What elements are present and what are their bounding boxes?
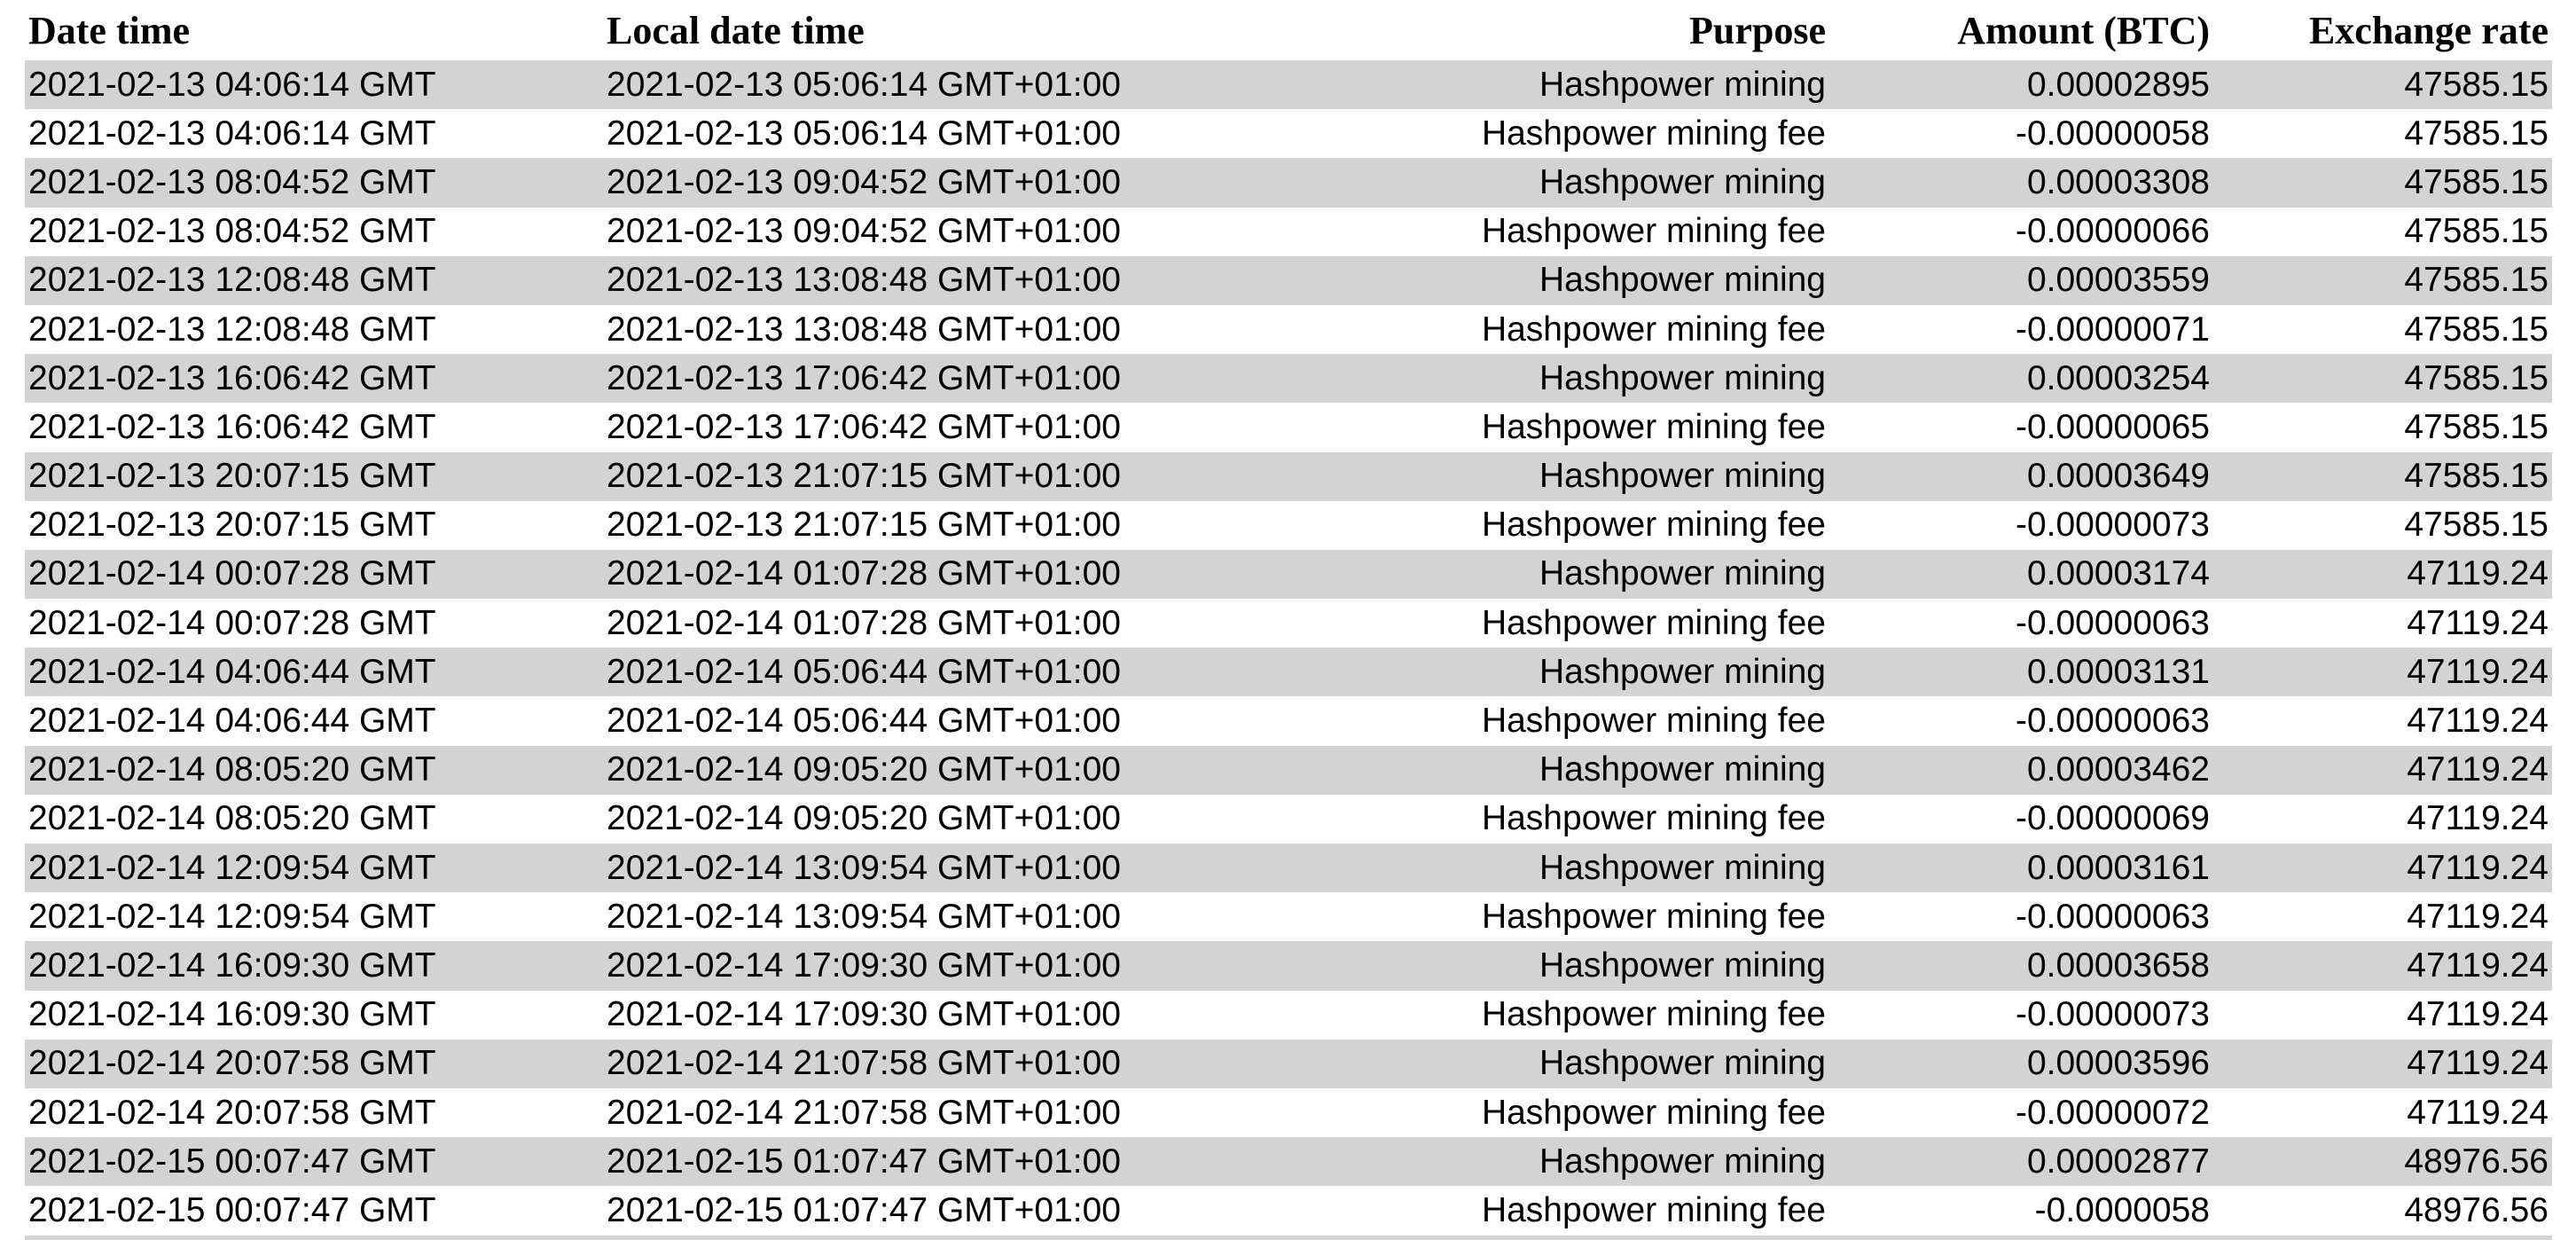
transactions-table <box>25 0 2552 1240</box>
cell-local-date-time: 2021-02-13 17:06:42 GMT+01:00 <box>603 354 1181 403</box>
cell-amount: 0.00003462 <box>1829 746 2213 795</box>
cell-exchange-rate: 47585.15 <box>2213 501 2552 550</box>
table-row <box>25 403 2552 451</box>
cell-purpose: Hashpower mining fee <box>1181 1088 1829 1137</box>
cell-exchange-rate: 47119.24 <box>2213 599 2552 647</box>
cell-exchange-rate: 47119.24 <box>2213 696 2552 745</box>
cell-local-date-time: 2021-02-13 05:06:14 GMT+01:00 <box>603 60 1181 109</box>
cell-date-time: 2021-02-14 20:07:58 GMT <box>25 1088 603 1137</box>
cell-purpose: Hashpower mining fee <box>1181 1186 1829 1237</box>
cell-local-date-time: 2021-02-14 21:07:58 GMT+01:00 <box>603 1040 1181 1088</box>
cell-purpose: Hashpower mining <box>1181 60 1829 109</box>
cell-exchange-rate: 47119.24 <box>2213 795 2552 844</box>
cell-amount: 0.00003649 <box>1829 452 2213 501</box>
cell-date-time: 2021-02-13 20:07:15 GMT <box>25 501 603 550</box>
table-header <box>25 0 2552 60</box>
cell-amount: -0.00000073 <box>1829 501 2213 550</box>
cell-amount: 0.00003131 <box>1829 647 2213 696</box>
table-row <box>25 647 2552 696</box>
table-row <box>25 256 2552 305</box>
cell-date-time: 2021-02-14 04:06:44 GMT <box>25 696 603 745</box>
cell-amount: 0.00003161 <box>1829 844 2213 892</box>
cell-purpose: Hashpower mining fee <box>1181 599 1829 647</box>
header-purpose: Purpose <box>1689 8 1826 52</box>
cell-amount: 0.00003596 <box>1829 1040 2213 1088</box>
cell-local-date-time: 2021-02-14 13:09:54 GMT+01:00 <box>603 844 1181 892</box>
cell-date-time: 2021-02-15 00:07:47 GMT <box>25 1137 603 1186</box>
table-row <box>25 941 2552 990</box>
cell-amount: -0.00000058 <box>1829 109 2213 158</box>
cell-amount: 0.00003559 <box>1829 256 2213 305</box>
table-row <box>25 696 2552 745</box>
cell-local-date-time: 2021-02-15 01:07:47 GMT+01:00 <box>603 1186 1181 1237</box>
cell-local-date-time: 2021-02-13 09:04:52 GMT+01:00 <box>603 158 1181 207</box>
cell-exchange-rate: 47119.24 <box>2213 1088 2552 1137</box>
cell-date-time: 2021-02-14 12:09:54 GMT <box>25 892 603 941</box>
cell-date-time: 2021-02-13 04:06:14 GMT <box>25 109 603 158</box>
cell-local-date-time: 2021-02-14 05:06:44 GMT+01:00 <box>603 696 1181 745</box>
cell-exchange-rate: 47585.15 <box>2213 305 2552 354</box>
cell-purpose: Hashpower mining fee <box>1181 696 1829 745</box>
cell-date-time: 2021-02-13 12:08:48 GMT <box>25 256 603 305</box>
cell-local-date-time: 2021-02-14 09:05:20 GMT+01:00 <box>603 746 1181 795</box>
table-row <box>25 354 2552 403</box>
cell-amount: -0.00000071 <box>1829 305 2213 354</box>
cell-exchange-rate: 47119.24 <box>2213 746 2552 795</box>
cell-amount: -0.00000069 <box>1829 795 2213 844</box>
cell-exchange-rate: 47585.15 <box>2213 354 2552 403</box>
cell-exchange-rate: 47119.24 <box>2213 647 2552 696</box>
cell-purpose: Hashpower mining fee <box>1181 208 1829 256</box>
table-row <box>25 991 2552 1040</box>
cell-date-time: 2021-02-13 16:06:42 GMT <box>25 354 603 403</box>
table-row <box>25 550 2552 599</box>
header-local-date-time: Local date time <box>607 8 865 52</box>
cell-local-date-time: 2021-02-13 09:04:52 GMT+01:00 <box>603 208 1181 256</box>
cell-date-time: 2021-02-14 16:09:30 GMT <box>25 991 603 1040</box>
cell-amount: -0.0000058 <box>1829 1186 2213 1237</box>
cell-date-time: 2021-02-13 16:06:42 GMT <box>25 403 603 451</box>
cell-amount: -0.00000063 <box>1829 599 2213 647</box>
cell-purpose: Hashpower mining <box>1181 647 1829 696</box>
cell-date-time: 2021-02-14 16:09:30 GMT <box>25 941 603 990</box>
cell-purpose: Hashpower mining fee <box>1181 991 1829 1040</box>
cell-date-time: 2021-02-13 08:04:52 GMT <box>25 158 603 207</box>
cell-purpose: Hashpower mining fee <box>1181 501 1829 550</box>
cell-local-date-time: 2021-02-13 21:07:15 GMT+01:00 <box>603 452 1181 501</box>
cell-date-time: 2021-02-13 20:07:15 GMT <box>25 452 603 501</box>
table-row <box>25 892 2552 941</box>
table-row <box>25 158 2552 207</box>
cell-local-date-time: 2021-02-13 17:06:42 GMT+01:00 <box>603 403 1181 451</box>
cell-local-date-time: 2021-02-14 09:05:20 GMT+01:00 <box>603 795 1181 844</box>
cell-local-date-time: 2021-02-14 01:07:28 GMT+01:00 <box>603 550 1181 599</box>
transactions-sheet <box>25 0 2552 1240</box>
cell-local-date-time: 2021-02-14 17:09:30 GMT+01:00 <box>603 991 1181 1040</box>
cell-local-date-time: 2021-02-15 01:07:47 GMT+01:00 <box>603 1137 1181 1186</box>
cell-exchange-rate: 47585.15 <box>2213 60 2552 109</box>
cell-purpose: Hashpower mining fee <box>1181 305 1829 354</box>
cell-purpose: Hashpower mining <box>1181 844 1829 892</box>
cell-date-time: 2021-02-15 00:07:47 GMT <box>25 1186 603 1237</box>
table-row <box>25 305 2552 354</box>
cell-local-date-time: 2021-02-14 05:06:44 GMT+01:00 <box>603 647 1181 696</box>
cell-date-time: 2021-02-13 08:04:52 GMT <box>25 208 603 256</box>
table-row <box>25 1137 2552 1186</box>
cell-date-time: 2021-02-14 20:07:58 GMT <box>25 1040 603 1088</box>
cell-local-date-time: 2021-02-13 21:07:15 GMT+01:00 <box>603 501 1181 550</box>
cell-amount: 0.00003658 <box>1829 941 2213 990</box>
cell-purpose: Hashpower mining <box>1181 1137 1829 1186</box>
cell-local-date-time: 2021-02-14 01:07:28 GMT+01:00 <box>603 599 1181 647</box>
header-exchange-rate: Exchange rate <box>2308 8 2549 52</box>
cell-exchange-rate: 47119.24 <box>2213 550 2552 599</box>
cell-purpose: Hashpower mining fee <box>1181 109 1829 158</box>
cell-exchange-rate: 47585.15 <box>2213 109 2552 158</box>
cell-amount: -0.00000073 <box>1829 991 2213 1040</box>
header-date-time: Date time <box>28 8 191 52</box>
table-row <box>25 501 2552 550</box>
cell-exchange-rate: 47119.24 <box>2213 1040 2552 1088</box>
cell-purpose: Hashpower mining <box>1181 746 1829 795</box>
cell-purpose: Hashpower mining <box>1181 354 1829 403</box>
cell-date-time: 2021-02-14 08:05:20 GMT <box>25 795 603 844</box>
table-row <box>25 599 2552 647</box>
cell-amount: -0.00000063 <box>1829 696 2213 745</box>
cell-purpose: Hashpower mining fee <box>1181 403 1829 451</box>
table-row <box>25 60 2552 109</box>
cell-amount: -0.00000065 <box>1829 403 2213 451</box>
table-row <box>25 844 2552 892</box>
cell-exchange-rate: 47585.15 <box>2213 158 2552 207</box>
table-body <box>25 60 2552 1237</box>
cell-amount: 0.00003174 <box>1829 550 2213 599</box>
cell-amount: 0.00002895 <box>1829 60 2213 109</box>
cell-amount: -0.00000063 <box>1829 892 2213 941</box>
cell-amount: -0.00000066 <box>1829 208 2213 256</box>
table-row <box>25 795 2552 844</box>
cell-amount: -0.00000072 <box>1829 1088 2213 1137</box>
cell-exchange-rate: 47585.15 <box>2213 208 2552 256</box>
cell-amount: 0.00003254 <box>1829 354 2213 403</box>
cell-purpose: Hashpower mining <box>1181 1040 1829 1088</box>
cell-local-date-time: 2021-02-13 13:08:48 GMT+01:00 <box>603 305 1181 354</box>
cell-date-time: 2021-02-14 00:07:28 GMT <box>25 599 603 647</box>
cell-date-time: 2021-02-14 00:07:28 GMT <box>25 550 603 599</box>
cell-exchange-rate: 47119.24 <box>2213 892 2552 941</box>
cell-exchange-rate: 47119.24 <box>2213 991 2552 1040</box>
header-row <box>25 0 2552 60</box>
cell-local-date-time: 2021-02-14 17:09:30 GMT+01:00 <box>603 941 1181 990</box>
cell-purpose: Hashpower mining <box>1181 158 1829 207</box>
cell-date-time: 2021-02-13 04:06:14 GMT <box>25 60 603 109</box>
cell-purpose: Hashpower mining <box>1181 550 1829 599</box>
cell-purpose: Hashpower mining <box>1181 256 1829 305</box>
cell-exchange-rate: 48976.56 <box>2213 1137 2552 1186</box>
cell-purpose: Hashpower mining <box>1181 452 1829 501</box>
table-row <box>25 452 2552 501</box>
cell-amount: 0.00002877 <box>1829 1137 2213 1186</box>
cell-date-time: 2021-02-13 12:08:48 GMT <box>25 305 603 354</box>
cell-purpose: Hashpower mining fee <box>1181 795 1829 844</box>
cell-exchange-rate: 47119.24 <box>2213 844 2552 892</box>
table-row <box>25 1186 2552 1237</box>
table-row <box>25 208 2552 256</box>
table-row <box>25 1088 2552 1137</box>
cell-date-time: 2021-02-14 12:09:54 GMT <box>25 844 603 892</box>
cell-local-date-time: 2021-02-13 05:06:14 GMT+01:00 <box>603 109 1181 158</box>
cell-local-date-time: 2021-02-14 13:09:54 GMT+01:00 <box>603 892 1181 941</box>
cell-exchange-rate: 47119.24 <box>2213 941 2552 990</box>
cell-local-date-time: 2021-02-14 21:07:58 GMT+01:00 <box>603 1088 1181 1137</box>
cell-purpose: Hashpower mining <box>1181 941 1829 990</box>
table-row <box>25 1040 2552 1088</box>
cell-amount: 0.00003308 <box>1829 158 2213 207</box>
table-row <box>25 746 2552 795</box>
header-amount: Amount (BTC) <box>1957 8 2210 52</box>
cell-exchange-rate: 47585.15 <box>2213 256 2552 305</box>
cell-exchange-rate: 48976.56 <box>2213 1186 2552 1237</box>
cell-exchange-rate: 47585.15 <box>2213 452 2552 501</box>
table-row <box>25 109 2552 158</box>
cell-local-date-time: 2021-02-13 13:08:48 GMT+01:00 <box>603 256 1181 305</box>
cell-exchange-rate: 47585.15 <box>2213 403 2552 451</box>
cell-purpose: Hashpower mining fee <box>1181 892 1829 941</box>
cell-date-time: 2021-02-14 08:05:20 GMT <box>25 746 603 795</box>
cell-date-time: 2021-02-14 04:06:44 GMT <box>25 647 603 696</box>
